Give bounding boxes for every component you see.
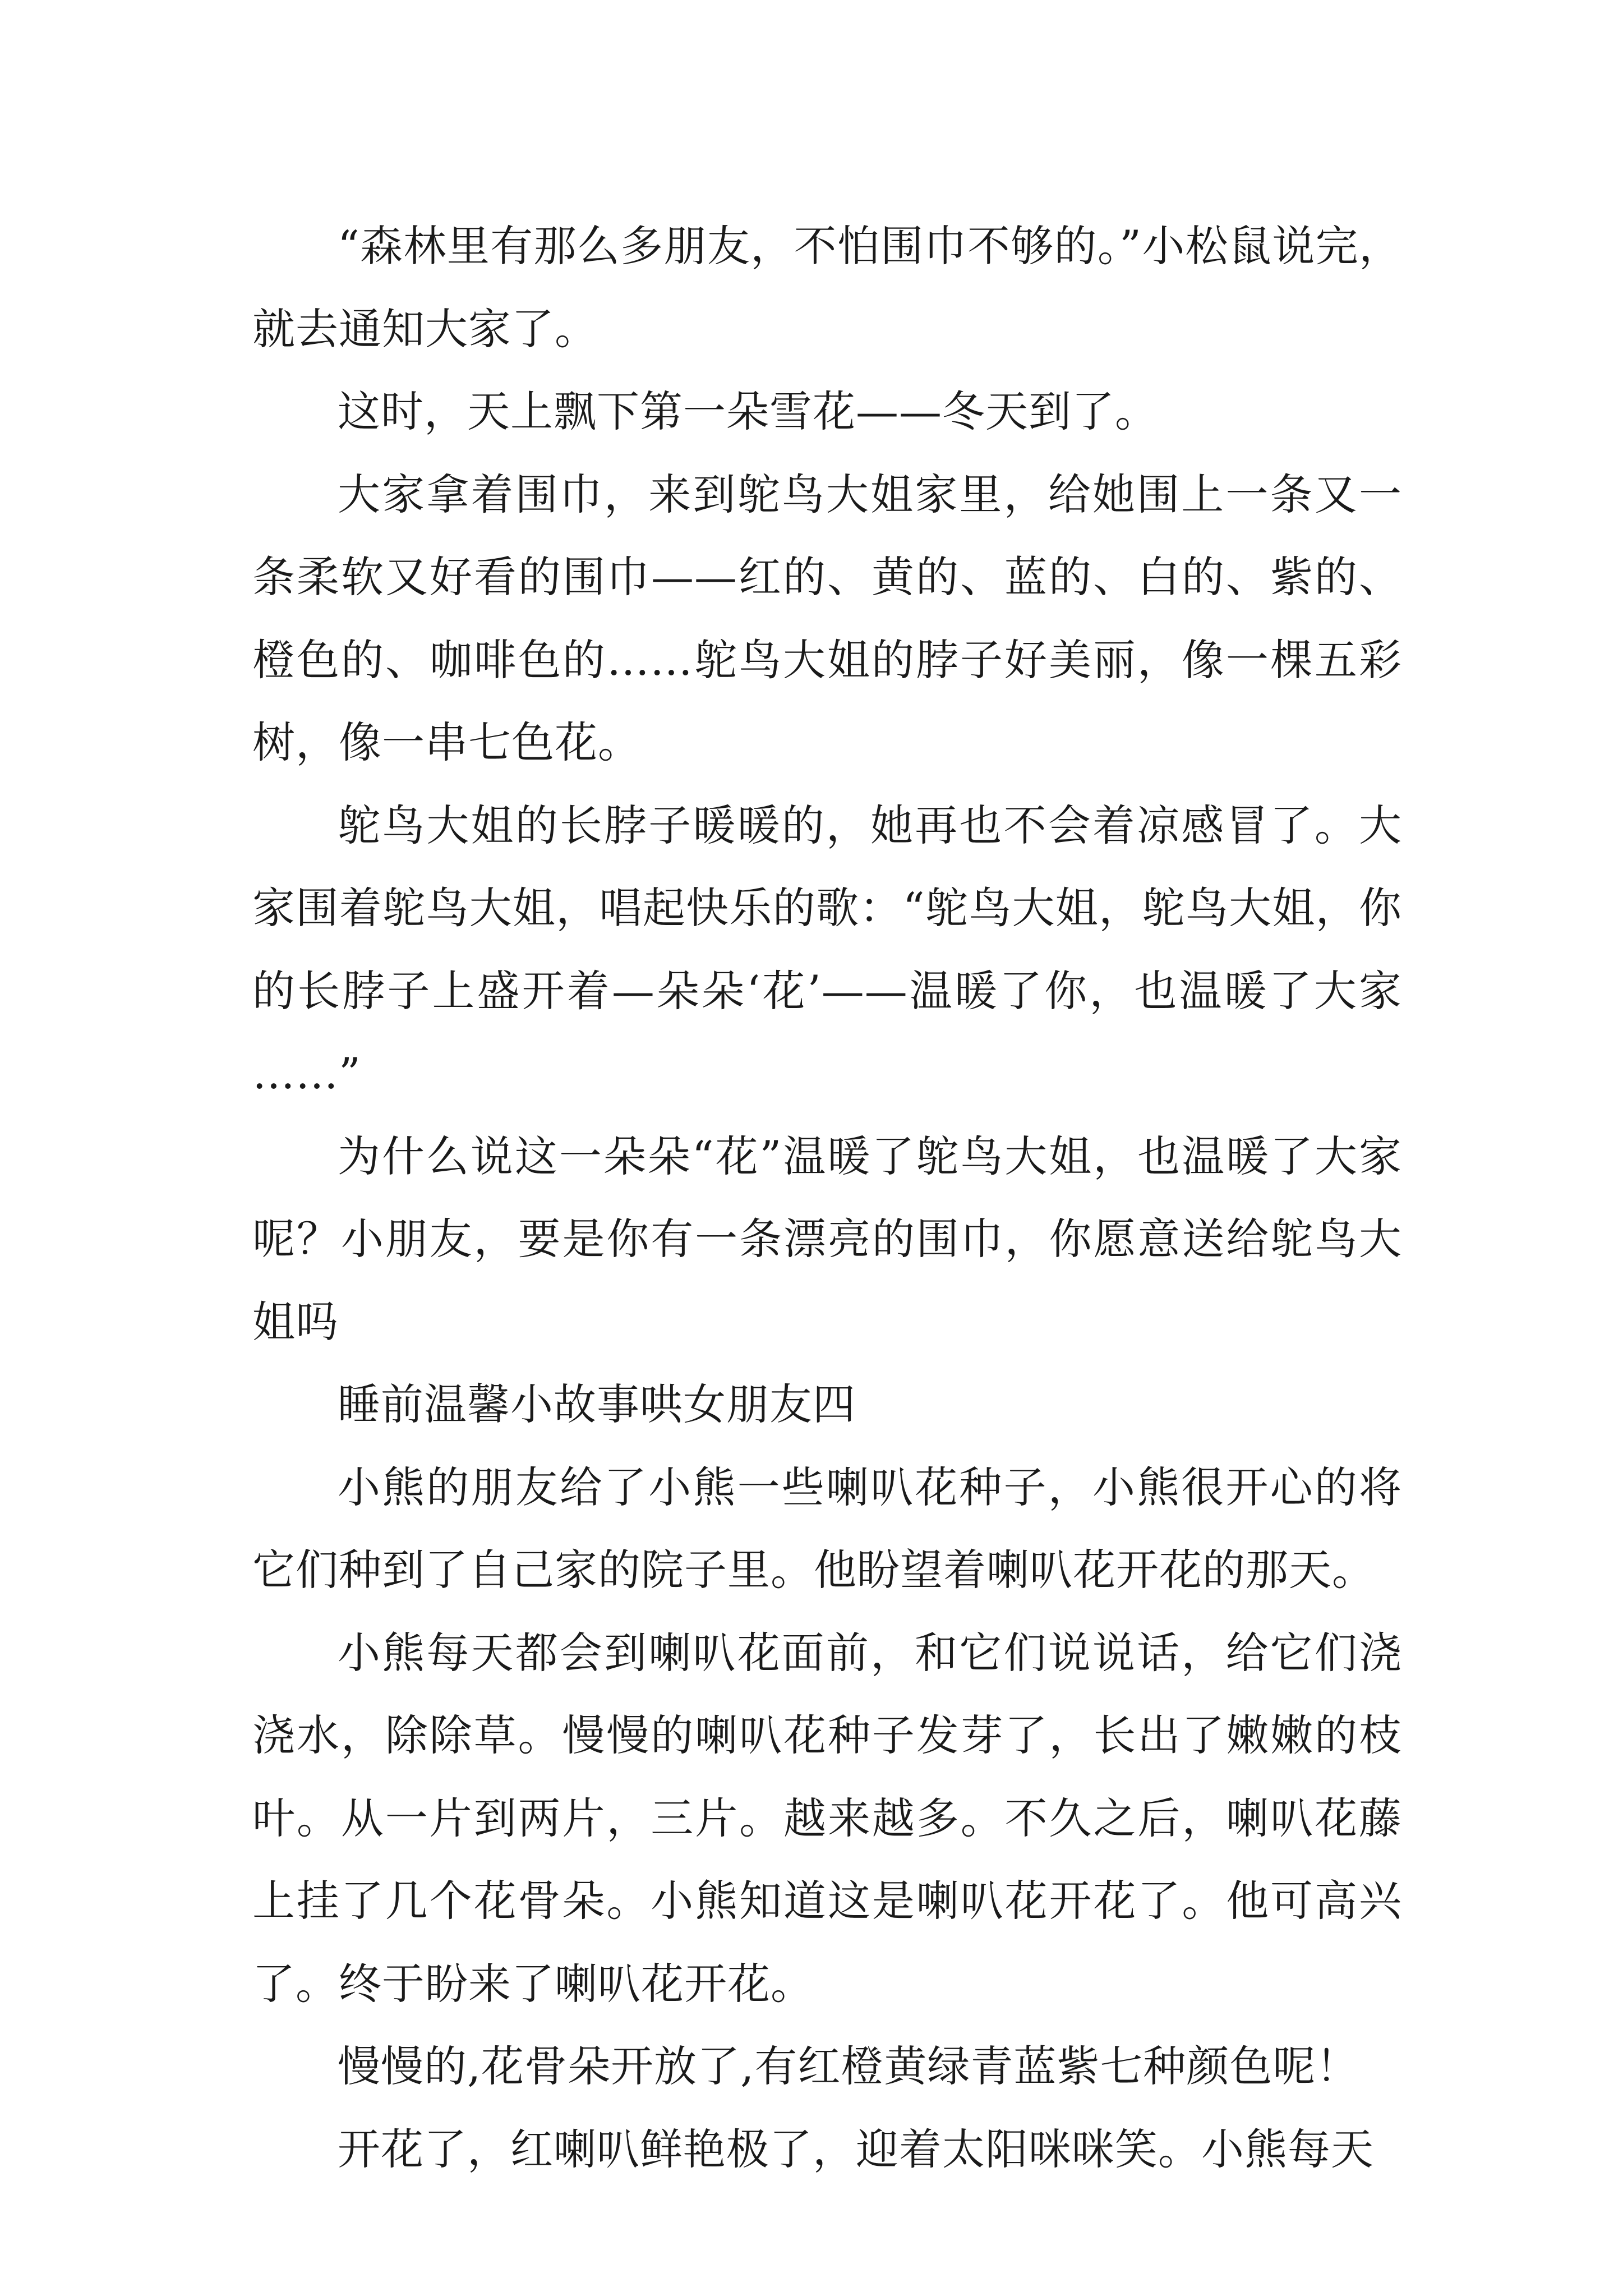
paragraph: 为什么说这一朵朵“花”温暖了鸵鸟大姐，也温暖了大家呢？小朋友，要是你有一条漂亮的围巾，你愿意送给鸵鸟大姐吗 <box>252 1131 1402 1347</box>
paragraph: 小熊的朋友给了小熊一些喇叭花种子，小熊很开心的将它们种到了自己家的院子里。他盼望着喇叭花开花的那天。 <box>252 1462 1402 1595</box>
paragraph: 开花了，红喇叭鲜艳极了，迎着太阳咪咪笑。小熊每天 <box>338 2124 1374 2174</box>
paragraph: 这时，天上飘下第一朵雪花——冬天到了。 <box>338 386 1158 436</box>
paragraph: “森林里有那么多朋友，不怕围巾不够的。”小松鼠说完，就去通知大家了。 <box>252 221 1402 354</box>
document-body <box>252 205 1402 2191</box>
section-heading: 睡前温馨小故事哄女朋友四 <box>338 1379 856 1429</box>
paragraph: 慢慢的,花骨朵开放了,有红橙黄绿青蓝紫七种颜色呢！ <box>338 2041 1359 2091</box>
paragraph: 鸵鸟大姐的长脖子暖暖的，她再也不会着凉感冒了。大家围着鸵鸟大姐，唱起快乐的歌：“鸵鸟大姐，鸵鸟大姐，你的长脖子上盛开着—朵朵‘花’——温暖了你，也温暖了大家……” <box>252 800 1402 1098</box>
paragraph: 小熊每天都会到喇叭花面前，和它们说说话，给它们浇浇水，除除草。慢慢的喇叭花种子发芽了，长出了嫩嫩的枝叶。从一片到两片，三片。越来越多。不久之后，喇叭花藤上挂了几个花骨朵。小熊知道这是喇叭花开花了。他可高兴了。终于盼来了喇叭花开花。 <box>252 1627 1402 2009</box>
paragraph: 大家拿着围巾，来到鸵鸟大姐家里，给她围上一条又一条柔软又好看的围巾——红的、黄的、蓝的、白的、紫的、橙色的、咖啡色的……鸵鸟大姐的脖子好美丽，像一棵五彩树，像一串七色花。 <box>252 469 1402 767</box>
